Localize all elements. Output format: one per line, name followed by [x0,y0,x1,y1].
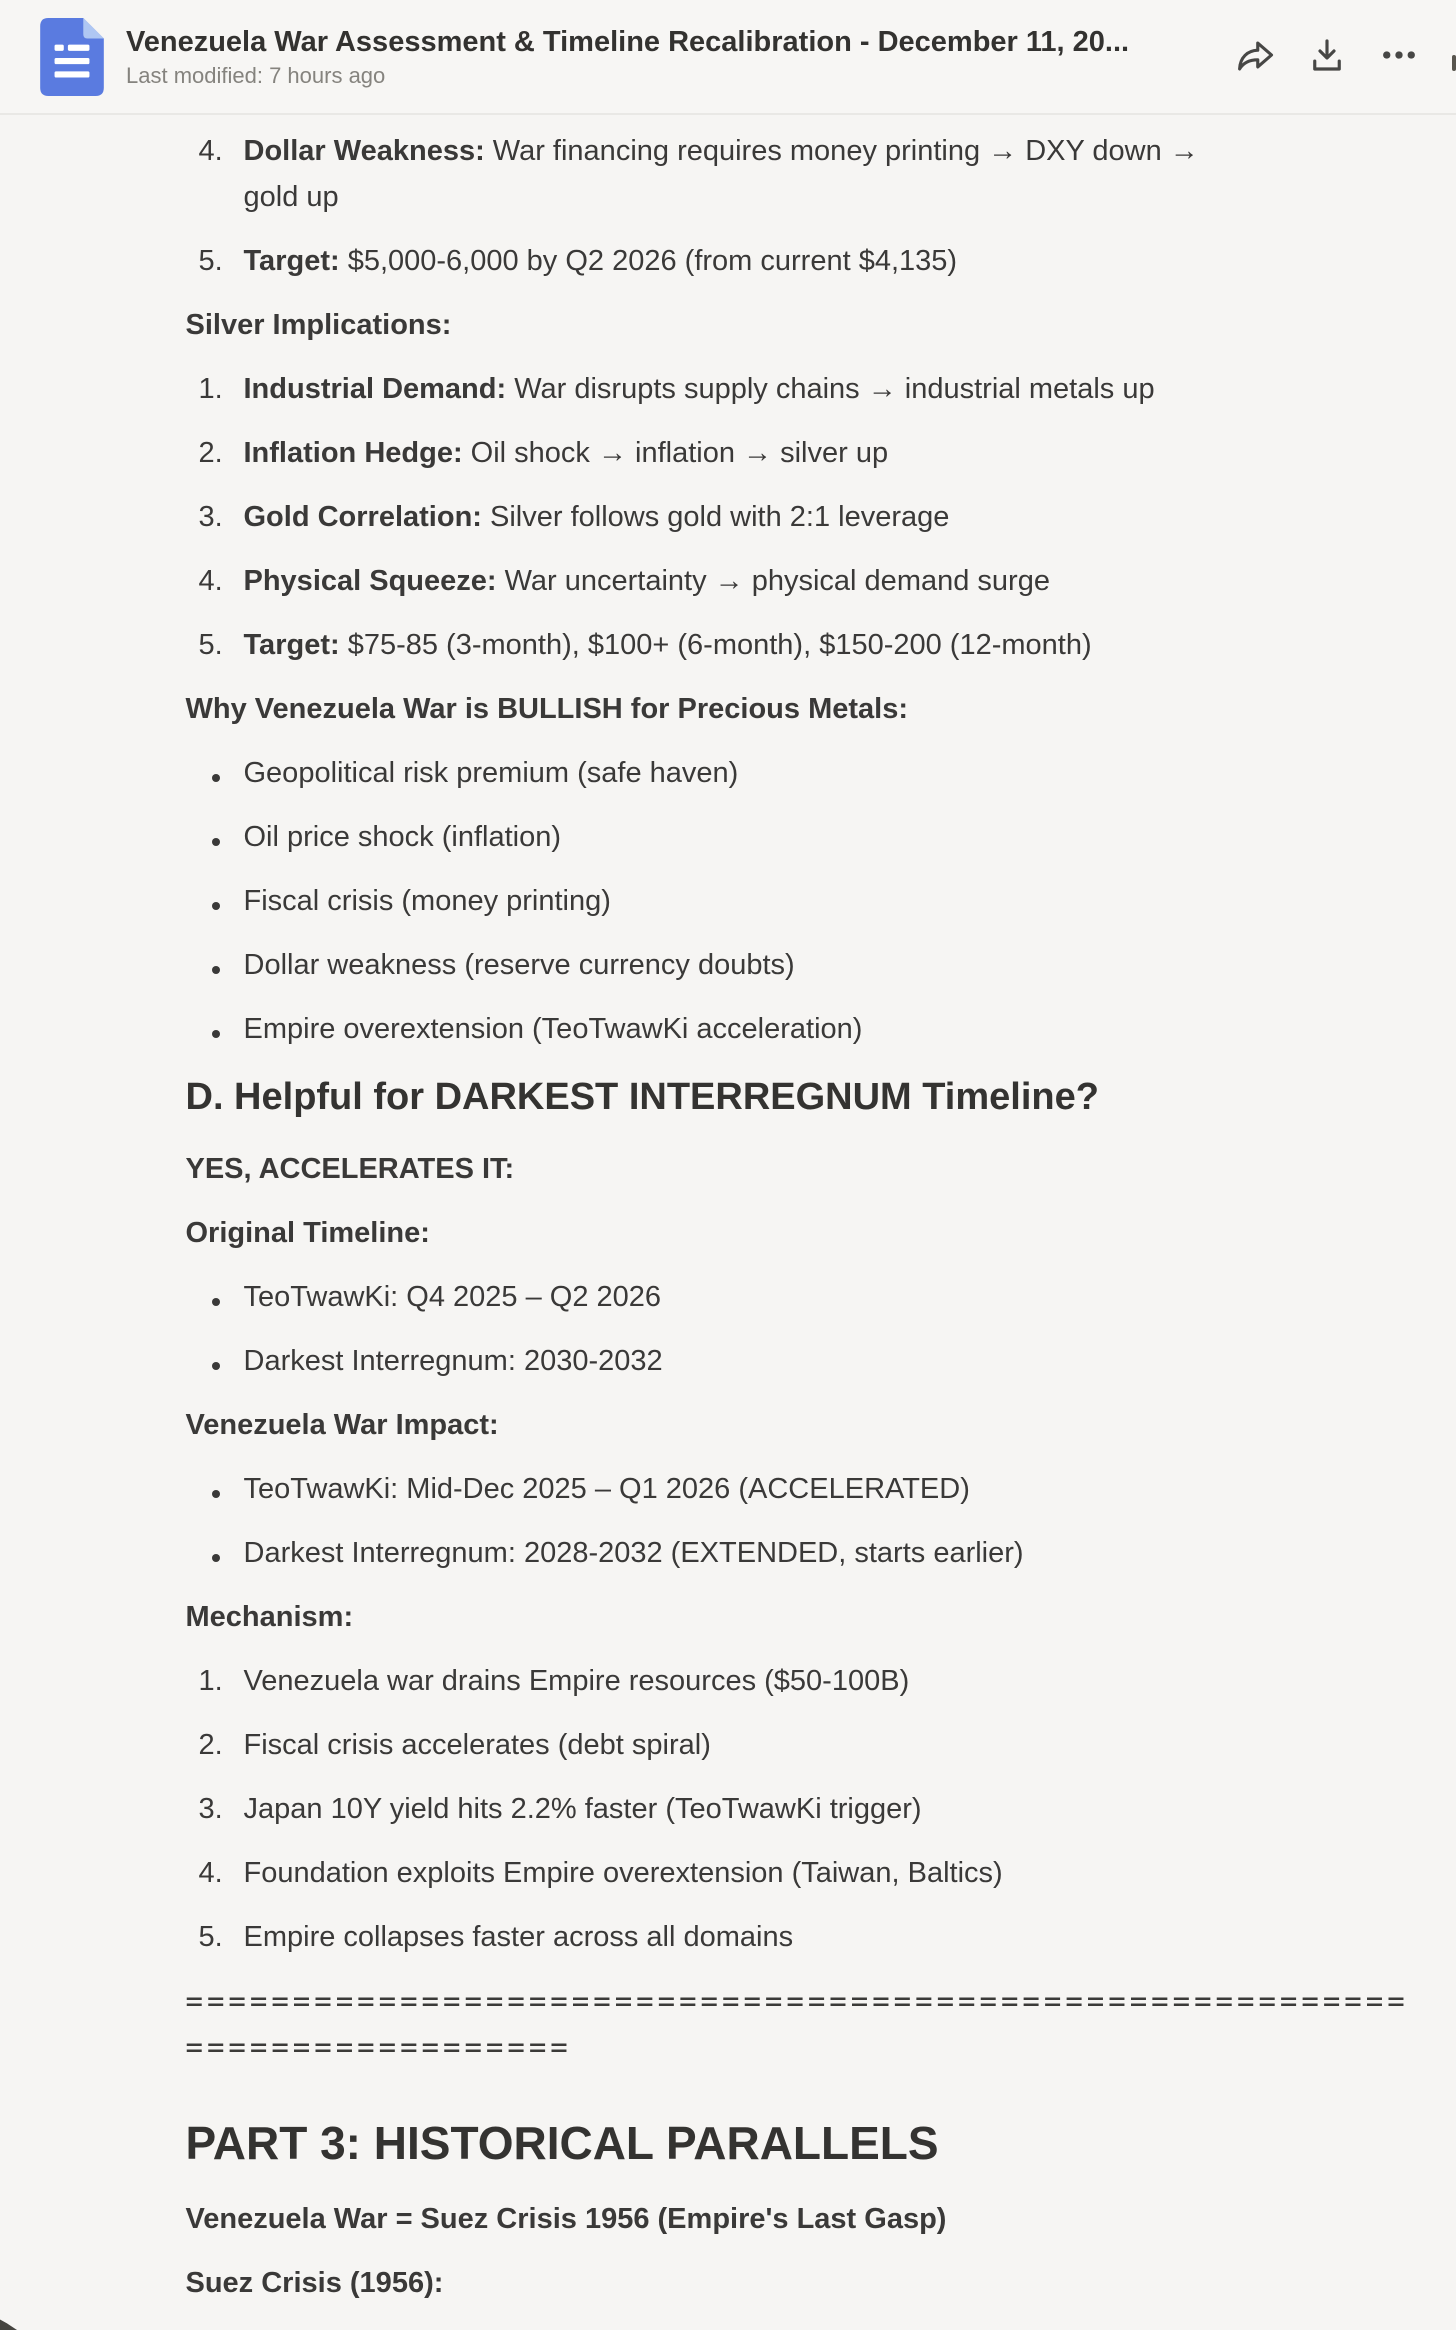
more-options-button[interactable] [1376,34,1422,80]
document-title: Venezuela War Assessment & Timeline Recalibration - December 11, 20... [126,25,1130,58]
scrollbar-thumb[interactable] [1452,55,1456,71]
list-number: 5. [198,629,223,661]
numbered-list-item [186,238,1271,284]
bullet-marker [186,1274,244,1320]
bold-paragraph: Mechanism: [185,1601,354,1633]
bullet-list-item [186,878,1271,924]
bullet-marker [186,750,244,796]
numbered-list-item [186,1658,1271,1704]
list-number: 2. [198,437,223,469]
bullet-list-item [186,1466,1271,1512]
list-number: 1. [198,1665,223,1697]
list-item-text: Inflation Hedge: Oil shock → inflation → silver up [243,437,889,469]
bullet-list-item [186,1530,1271,1576]
bullet-list-item [186,814,1271,860]
doc-content [185,115,1409,2306]
bullet-marker [186,1006,244,1052]
list-item-text: Japan 10Y yield hits 2.2% faster (TeoTwawKi trigger) [243,1793,922,1825]
preview-header [0,0,1456,115]
partial-corner-element [0,2315,17,2330]
list-item-text: Industrial Demand: War disrupts supply chains → industrial metals up [243,373,1155,405]
bullet-marker [186,1338,244,1384]
download-button[interactable] [1304,34,1350,80]
bullet-marker [186,878,244,924]
part-heading: PART 3: HISTORICAL PARALLELS [185,2117,939,2169]
list-item-text: Dollar weakness (reserve currency doubts) [243,949,795,981]
bullet-marker [186,1530,244,1576]
list-item-text: Target: $5,000-6,000 by Q2 2026 (from current $4,135) [243,245,958,277]
bullet-marker [186,814,244,860]
header-titles [126,24,1129,90]
list-number: 5. [198,245,223,277]
download-icon [1306,34,1348,79]
bold-paragraph: YES, ACCELERATES IT: [185,1153,515,1185]
numbered-list-item [186,558,1271,604]
list-item-text: Oil price shock (inflation) [243,821,561,853]
numbered-list-item [186,128,1271,220]
list-number: 3. [198,501,223,533]
equals-divider: ========================================================= ================== [185,1984,1409,2064]
bold-paragraph: Silver Implications: [185,309,452,341]
list-number: 4. [198,565,223,597]
bullet-list-item [186,1274,1271,1320]
list-number: 4. [198,1857,223,1889]
list-item-text: Gold Correlation: Silver follows gold with 2:1 leverage [243,501,950,533]
list-item-text: TeoTwawKi: Q4 2025 – Q2 2026 [243,1281,662,1313]
bullet-list-item [186,942,1271,988]
more-horizontal-icon [1378,34,1420,79]
list-item-text: Geopolitical risk premium (safe haven) [243,757,739,789]
numbered-list-item [186,494,1271,540]
google-docs-icon [40,18,104,96]
list-item-text: Physical Squeeze: War uncertainty → physical demand surge [243,565,1050,597]
bullet-list-item [186,750,1271,796]
list-item-text: TeoTwawKi: Mid-Dec 2025 – Q1 2026 (ACCELERATED) [243,1473,970,1505]
list-number: 3. [198,1793,223,1825]
list-item-text: Darkest Interregnum: 2030-2032 [243,1345,663,1377]
list-number: 5. [198,1921,223,1953]
bold-paragraph: Why Venezuela War is BULLISH for Precious Metals: [185,693,908,725]
share-forward-icon [1233,33,1277,80]
list-item-text: Fiscal crisis accelerates (debt spiral) [243,1729,711,1761]
bullet-marker [186,942,244,988]
bold-paragraph: Suez Crisis (1956): [185,2267,444,2299]
list-item-text: Darkest Interregnum: 2028-2032 (EXTENDED, starts earlier) [243,1537,1024,1569]
numbered-list-item [186,1786,1271,1832]
list-number: 2. [198,1729,223,1761]
last-modified-label: Last modified: 7 hours ago [126,62,386,88]
numbered-list-item [186,430,1271,476]
bold-paragraph: Original Timeline: [185,1217,430,1249]
list-number: 4. [198,135,223,167]
list-item-text: Venezuela war drains Empire resources ($50-100B) [243,1665,910,1697]
numbered-list-item [186,1914,1271,1960]
list-item-text: Target: $75-85 (3-month), $100+ (6-month), $150-200 (12-month) [243,629,1092,661]
numbered-list-item [186,622,1271,668]
share-button[interactable] [1232,34,1278,80]
numbered-list-item [186,1850,1271,1896]
list-number: 1. [198,373,223,405]
list-item-text: Empire overextension (TeoTwawKi acceleration) [243,1013,863,1045]
bullet-list-item [186,1338,1271,1384]
numbered-list-item [186,366,1271,412]
bold-paragraph: Venezuela War Impact: [185,1409,499,1441]
numbered-list-item [186,1722,1271,1768]
bullet-marker [186,1466,244,1512]
header-actions [1232,34,1422,80]
list-item-text: Fiscal crisis (money printing) [243,885,611,917]
bold-paragraph: Venezuela War = Suez Crisis 1956 (Empire's Last Gasp) [185,2203,947,2235]
list-item-text: Dollar Weakness: War financing requires money printing → DXY down → gold up [243,135,1199,213]
bullet-list-item [186,1006,1271,1052]
section-heading: D. Helpful for DARKEST INTERREGNUM Timeline? [185,1076,1099,1118]
list-item-text: Foundation exploits Empire overextension (Taiwan, Baltics) [243,1857,1003,1889]
list-item-text: Empire collapses faster across all domains [243,1921,794,1953]
